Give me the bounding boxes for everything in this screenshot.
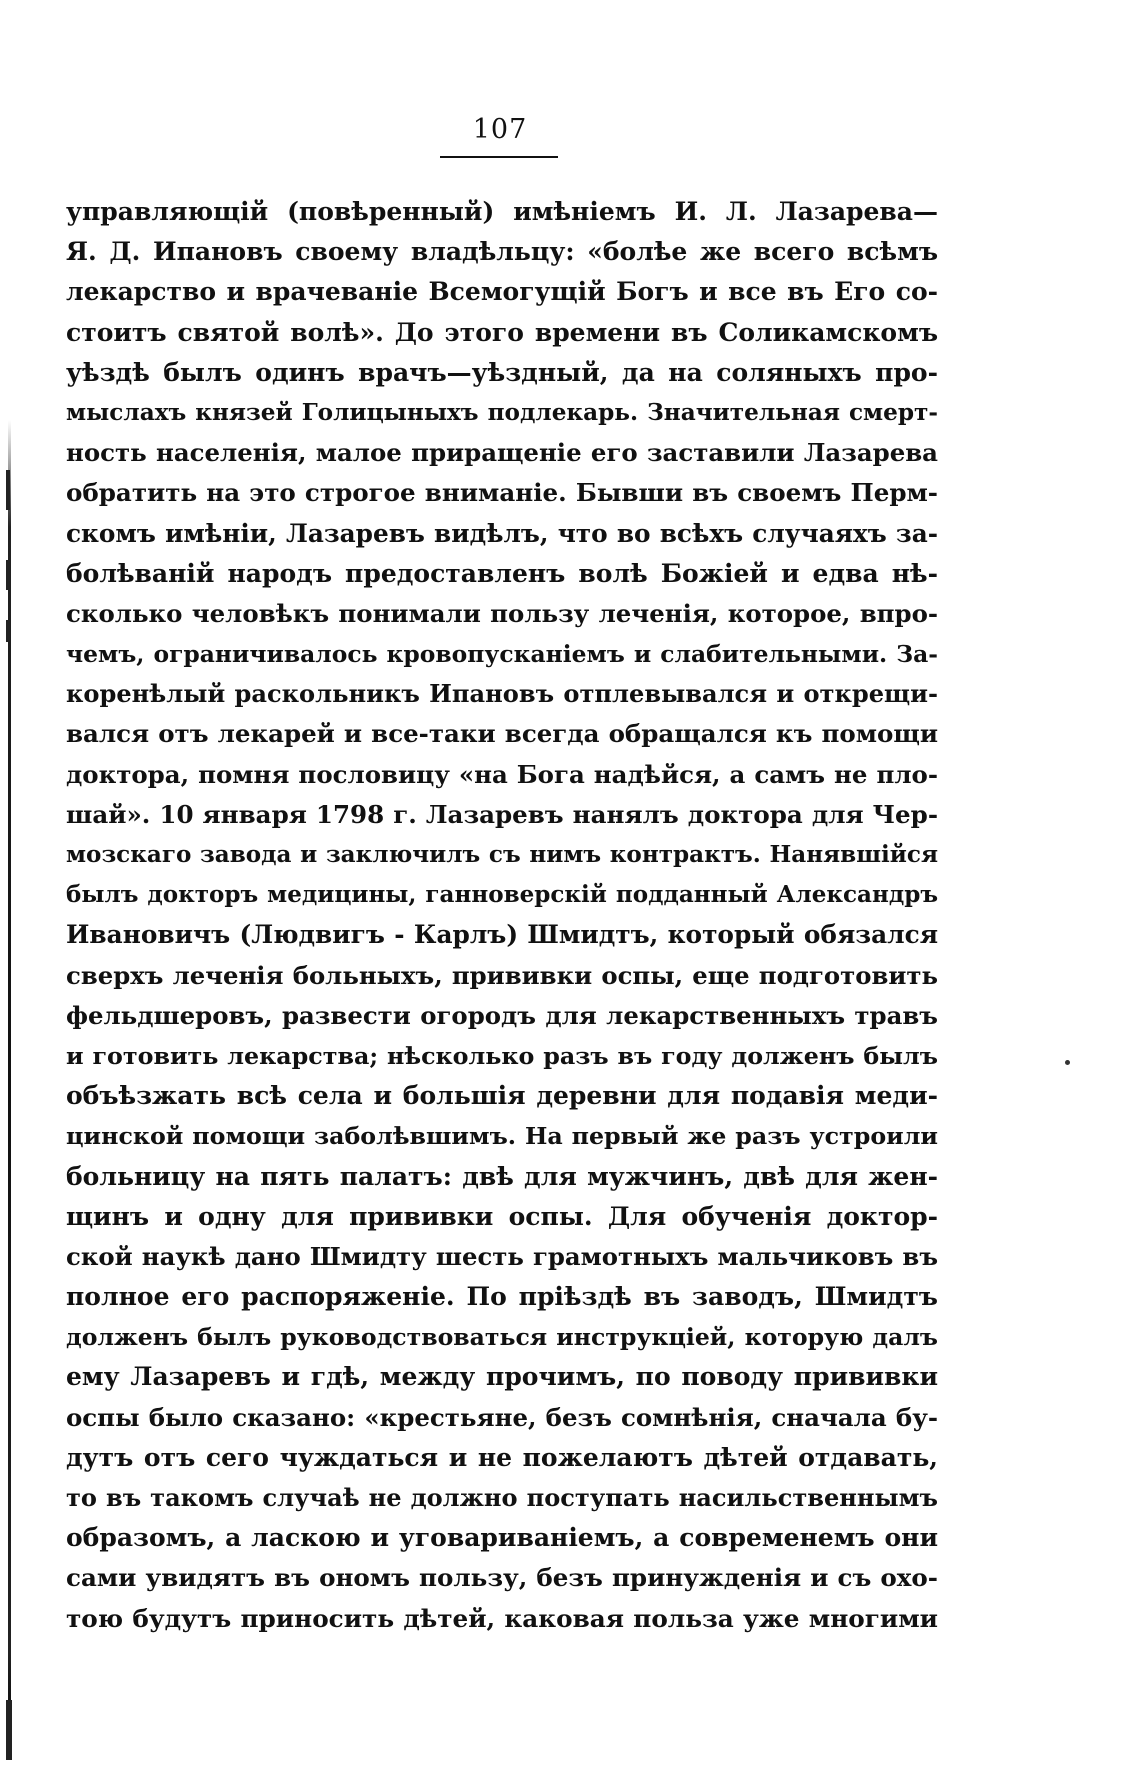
binding-mark: [6, 470, 10, 510]
text-line: сверхъ леченія больныхъ, прививки оспы, еще подготовить: [66, 960, 938, 990]
text-line: управляющій (повѣренный) имѣніемъ И. Л. Лазарева—: [66, 197, 938, 226]
text-line: скомъ имѣніи, Лазаревъ видѣлъ, что во всѣхъ случаяхъ за-: [66, 518, 938, 548]
text-line: фельдшеровъ, развести огородъ для лекарственныхъ травъ: [66, 1000, 938, 1030]
text-line: лекарство и врачеваніе Всемогущій Богъ и все въ Его со-: [66, 277, 938, 307]
text-line: ему Лазаревъ и гдѣ, между прочимъ, по поводу прививки: [66, 1362, 938, 1392]
binding-mark: [6, 560, 10, 590]
text-line: полное его распоряженіе. По пріѣздѣ въ заводъ, Шмидтъ: [66, 1282, 938, 1312]
page-number-rule: [440, 156, 558, 158]
text-line: Я. Д. Ипановъ своему владѣльцу: «болѣе же всего всѣмъ: [66, 237, 938, 267]
text-line: тою будутъ приносить дѣтей, каковая польза уже многими: [66, 1603, 938, 1633]
text-line: цинской помощи заболѣвшимъ. На первый же разъ устроили: [66, 1122, 938, 1151]
text-line: и готовить лекарства; нѣсколько разъ въ году долженъ былъ: [66, 1041, 938, 1070]
text-line: былъ докторъ медицины, ганноверскій подданный Александръ: [66, 881, 938, 909]
text-line: обратить на это строгое вниманіе. Бывши въ своемъ Перм-: [66, 478, 938, 508]
text-line: сколько человѣкъ понимали пользу леченія, которое, впро-: [66, 598, 938, 628]
text-line: мыслахъ князей Голицыныхъ подлекарь. Значительная смерт-: [66, 398, 938, 426]
binding-mark: [6, 620, 10, 642]
text-line: объѣзжать всѣ села и большія деревни для подавія меди-: [66, 1081, 938, 1111]
text-line: болѣваній народъ предоставленъ волѣ Божіей и едва нѣ-: [66, 558, 938, 588]
text-line: уѣздѣ былъ одинъ врачъ—уѣздный, да на соляныхъ про-: [66, 357, 938, 387]
text-line: образомъ, а ласкою и уговариваніемъ, а современемъ они: [66, 1523, 938, 1553]
text-line: ской наукѣ дано Шмидту шесть грамотныхъ мальчиковъ въ: [66, 1241, 938, 1271]
text-line: больницу на пять палатъ: двѣ для мужчинъ, двѣ для жен-: [66, 1161, 938, 1191]
print-speck: [1065, 1060, 1070, 1065]
text-line: шай». 10 января 1798 г. Лазаревъ нанялъ доктора для Чер-: [66, 799, 938, 829]
text-line: коренѣлый раскольникъ Ипановъ отплевывался и открещи-: [66, 679, 938, 709]
text-line: Ивановичъ (Людвигъ - Карлъ) Шмидтъ, который обязался: [66, 920, 938, 950]
text-line: чемъ, ограничивалось кровопусканіемъ и слабительными. За-: [66, 640, 938, 669]
text-line: оспы было сказано: «крестьяне, безъ сомнѣнія, сначала бу-: [66, 1402, 938, 1432]
text-line: сами увидятъ въ ономъ пользу, безъ принужденія и съ охо-: [66, 1563, 938, 1593]
text-line: щинъ и одну для прививки оспы. Для обученія доктор-: [66, 1201, 938, 1231]
text-line: стоитъ святой волѣ». До этого времени въ Соликамскомъ: [66, 317, 938, 347]
binding-mark: [6, 1700, 12, 1760]
text-line: долженъ былъ руководствоваться инструкціей, которую далъ: [66, 1323, 938, 1352]
text-line: ность населенія, малое приращеніе его заставили Лазарева: [66, 438, 938, 468]
text-line: доктора, помня пословицу «на Бога надѣйся, а самъ не пло-: [66, 759, 938, 789]
text-line: дутъ отъ сего чуждаться и не пожелаютъ дѣтей отдавать,: [66, 1442, 938, 1472]
body-text: [66, 192, 938, 1639]
page-number: 107: [472, 114, 528, 145]
text-line: то въ такомъ случаѣ не должно поступать насильственнымъ: [66, 1483, 938, 1512]
text-line: мозскаго завода и заключилъ съ нимъ контрактъ. Нанявшійся: [66, 841, 938, 868]
text-line: вался отъ лекарей и все-таки всегда обращался къ помощи: [66, 719, 938, 749]
